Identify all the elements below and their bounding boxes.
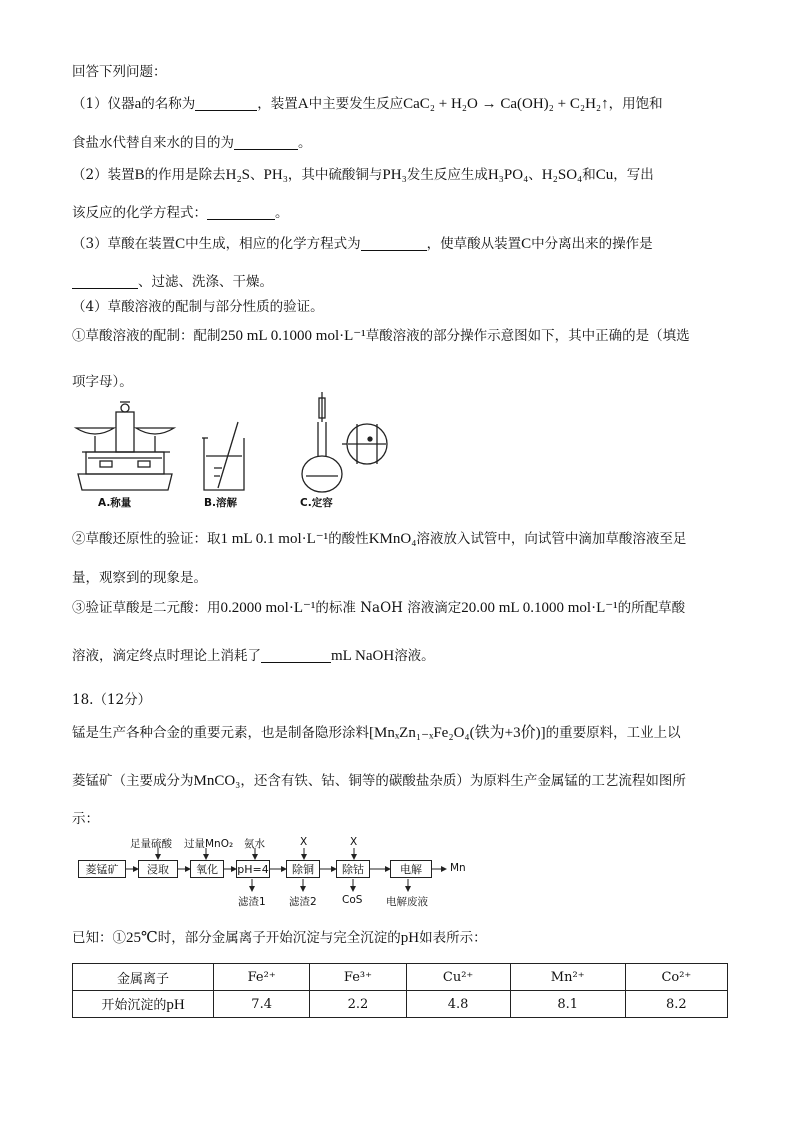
q2-text-5: 和 xyxy=(582,167,596,183)
operation-diagram xyxy=(72,392,392,514)
q18-mnco3: MnCO₃ xyxy=(193,773,241,789)
q3-text-4: 中分离出来的操作是 xyxy=(531,236,653,252)
q4-title: （4）草酸溶液的配制与部分性质的验证。 xyxy=(72,299,324,315)
q4-s3-line2 xyxy=(72,646,435,666)
beaker-illustration xyxy=(202,422,244,490)
figure-caption-c: C.定容 xyxy=(300,497,333,509)
q3-line1 xyxy=(72,234,653,254)
q1-text-1: （1）仪器 xyxy=(72,96,135,112)
table-header-row xyxy=(73,964,728,991)
q18-p2 xyxy=(72,771,686,791)
q4-s3-line2-end: 溶液。 xyxy=(394,648,435,664)
q18-p2-text-2: ，还含有铁、钴、铜等的碳酸盐杂质）为原料生产金属锰的工艺流程如图所 xyxy=(240,773,686,789)
table-row-label xyxy=(73,991,214,1018)
flow-step-remove-cu: 除铜 xyxy=(286,860,320,878)
q1-line2-end: 。 xyxy=(298,135,312,151)
q4-s3-text-1: ③验证草酸是二元酸：用 xyxy=(72,600,221,616)
flow-step-ore: 菱锰矿 xyxy=(78,860,126,878)
flow-step-remove-co: 除钴 xyxy=(336,860,370,878)
table-cell: 2.2 xyxy=(310,991,406,1018)
q1-sym-a: a xyxy=(134,96,142,112)
q4-s2-text-1: ②草酸还原性的验证：取 xyxy=(72,531,221,547)
known-text-3: 如表所示： xyxy=(419,930,487,946)
q1-text-5: ，用饱和 xyxy=(608,96,663,112)
known-line xyxy=(72,928,487,948)
flow-step-oxidize: 氧化 xyxy=(190,860,224,878)
q2-text-4: 发生反应生成 xyxy=(406,167,488,183)
flow-output-waste: 电解废液 xyxy=(386,896,428,908)
table-header-cell: Fe²⁺ xyxy=(214,964,310,991)
table-row-label-text: 开始沉淀的 xyxy=(101,998,167,1013)
q3-text-2: 中生成，相应的化学方程式为 xyxy=(185,236,361,252)
q3-line2-end: 、过滤、洗涤、干燥。 xyxy=(138,274,273,290)
q4-s3-answer-blank[interactable] xyxy=(261,648,331,663)
flow-step-leach: 浸取 xyxy=(138,860,178,878)
q2-line1 xyxy=(72,165,654,185)
q2-text-6: ，写出 xyxy=(613,167,654,183)
q4-s2-text-3: 溶液放入试管中，向试管中滴加草酸溶液至足 xyxy=(416,531,687,547)
q2-ph3-b: PH₃ xyxy=(382,167,407,183)
table-cell: 8.1 xyxy=(510,991,625,1018)
q2-line2-end: 。 xyxy=(275,205,289,221)
table-row xyxy=(73,991,728,1018)
q3-answer-blank-1[interactable] xyxy=(361,236,427,251)
operation-diagram-svg xyxy=(72,392,392,497)
q18-p1 xyxy=(72,723,681,743)
table-header-cell: Cu²⁺ xyxy=(406,964,510,991)
q18-p3: 示： xyxy=(72,811,99,827)
flow-output-cos: CoS xyxy=(342,894,363,906)
process-flow-chart xyxy=(72,838,752,918)
intro-text: 回答下列问题： xyxy=(72,64,167,80)
q4-s3-concentration-2: 20.00 mL 0.1000 mol·L⁻¹ xyxy=(461,600,618,616)
q2-answer-blank[interactable] xyxy=(207,205,275,220)
table-cell: 7.4 xyxy=(214,991,310,1018)
q2-text-3: ，其中硫酸铜与 xyxy=(287,167,383,183)
table-row-label-ph: pH xyxy=(166,997,185,1013)
q4-s1-text-1: ①草酸溶液的配制：配制 xyxy=(72,328,221,344)
volumetric-flask-illustration xyxy=(302,392,387,492)
known-ph: pH xyxy=(400,930,420,946)
q4-s1-concentration: 250 mL 0.1000 mol·L⁻¹ xyxy=(220,328,366,344)
q4-s3-line2-text: 溶液，滴定终点时理论上消耗了 xyxy=(72,648,261,664)
q2-h2so4: H₂SO₄ xyxy=(541,167,583,183)
q3-text-3: ，使草酸从装置 xyxy=(426,236,522,252)
known-temperature: 25℃ xyxy=(126,930,158,946)
flow-step-ph: pH=4 xyxy=(236,860,270,878)
flow-output-residue-1: 滤渣1 xyxy=(238,896,266,908)
q4-s3-line1 xyxy=(72,598,685,618)
q2-text-1: （2）装置 xyxy=(72,167,135,183)
flow-input-ph: 氨水 xyxy=(244,838,265,850)
q1-text-4: 中主要发生反应 xyxy=(308,96,404,112)
table-header-cell: Fe³⁺ xyxy=(310,964,406,991)
table-header-cell: Co²⁺ xyxy=(625,964,727,991)
q3-text-1: （3）草酸在装置 xyxy=(72,236,176,252)
q2-sep-2: 、 xyxy=(528,167,542,183)
q18-p2-text-1: 菱锰矿（主要成分为 xyxy=(72,773,194,789)
q3-sym-C: C xyxy=(175,236,186,252)
q2-h2s: H₂S xyxy=(225,167,251,183)
q1-line2-text: 食盐水代替自来水的目的为 xyxy=(72,135,234,151)
q2-text-2: 的作用是除去 xyxy=(144,167,226,183)
precipitation-ph-table xyxy=(72,963,728,1018)
flow-step-electrolysis: 电解 xyxy=(390,860,432,878)
table-header-cell: 金属离子 xyxy=(73,964,214,991)
q1-line2 xyxy=(72,133,312,153)
known-text-2: 时，部分金属离子开始沉淀与完全沉淀的 xyxy=(157,930,401,946)
q2-line2-text: 该反应的化学方程式： xyxy=(72,205,207,221)
q4-s1-line2: 项字母）。 xyxy=(72,374,133,390)
q3-line2 xyxy=(72,272,273,292)
flow-input-leach: 足量硫酸 xyxy=(130,838,172,850)
table-cell: 8.2 xyxy=(625,991,727,1018)
q18-p1-text-1: 锰是生产各种合金的重要元素，也是制备隐形涂料 xyxy=(72,725,369,741)
balance-illustration xyxy=(76,402,174,490)
q4-s3-unit: mL NaOH xyxy=(331,648,395,664)
q3-answer-blank-2[interactable] xyxy=(72,274,138,289)
q4-s3-text-3: 的所配草酸 xyxy=(617,600,686,616)
q2-sep: 、 xyxy=(250,167,264,183)
q1-text-2: 的名称为 xyxy=(141,96,196,112)
flow-product: Mn xyxy=(450,862,466,874)
q18-p1-text-2: 的重要原料，工业上以 xyxy=(545,725,681,741)
figure-caption-a: A.称量 xyxy=(98,497,132,509)
q4-s1-text-2: 草酸溶液的部分操作示意图如下，其中正确的是（填选 xyxy=(365,328,690,344)
flow-input-oxidize: 过量MnO₂ xyxy=(184,838,234,850)
q1-reaction-equation: CaC₂ + H₂O → Ca(OH)₂ + C₂H₂↑ xyxy=(403,96,609,112)
known-text-1: 已知：① xyxy=(72,930,126,946)
flow-input-co: X xyxy=(350,836,358,848)
q4-s2-line1 xyxy=(72,529,686,549)
q18-coating-formula: [MnₓZn₁₋ₓFe₂O₄(铁为+3价)] xyxy=(369,725,546,741)
q4-s2-kmno4: KMnO₄ xyxy=(368,531,417,547)
q4-s3-concentration-1: 0.2000 mol·L⁻¹ xyxy=(220,600,316,616)
q2-line2 xyxy=(72,203,289,223)
q1-text-3: ，装置 xyxy=(257,96,298,112)
q4-s2-concentration: 1 mL 0.1 mol·L⁻¹ xyxy=(220,531,329,547)
figure-caption-b: B.溶解 xyxy=(204,497,237,509)
q1-sym-A: A xyxy=(297,96,309,112)
q2-ph3: PH₃ xyxy=(263,167,288,183)
q4-s1-line1 xyxy=(72,326,690,346)
q2-cu: Cu xyxy=(595,167,614,183)
q1-answer-blank-1[interactable] xyxy=(195,96,257,111)
q1-answer-blank-2[interactable] xyxy=(234,135,298,150)
table-cell: 4.8 xyxy=(406,991,510,1018)
table-header-cell: Mn²⁺ xyxy=(510,964,625,991)
q4-s2-line2: 量，观察到的现象是。 xyxy=(72,570,207,586)
q1-line1 xyxy=(72,94,663,114)
q4-s2-text-2: 的酸性 xyxy=(328,531,369,547)
q2-h3po4: H₃PO₄ xyxy=(487,167,529,183)
flow-output-residue-2: 滤渣2 xyxy=(289,896,317,908)
q4-s3-text-2: 的标准 NaOH 溶液滴定 xyxy=(315,600,462,616)
q2-sym-B: B xyxy=(134,167,145,183)
q3-sym-C-2: C xyxy=(521,236,532,252)
q18-heading: 18.（12分） xyxy=(72,692,152,708)
flow-input-cu: X xyxy=(300,836,308,848)
